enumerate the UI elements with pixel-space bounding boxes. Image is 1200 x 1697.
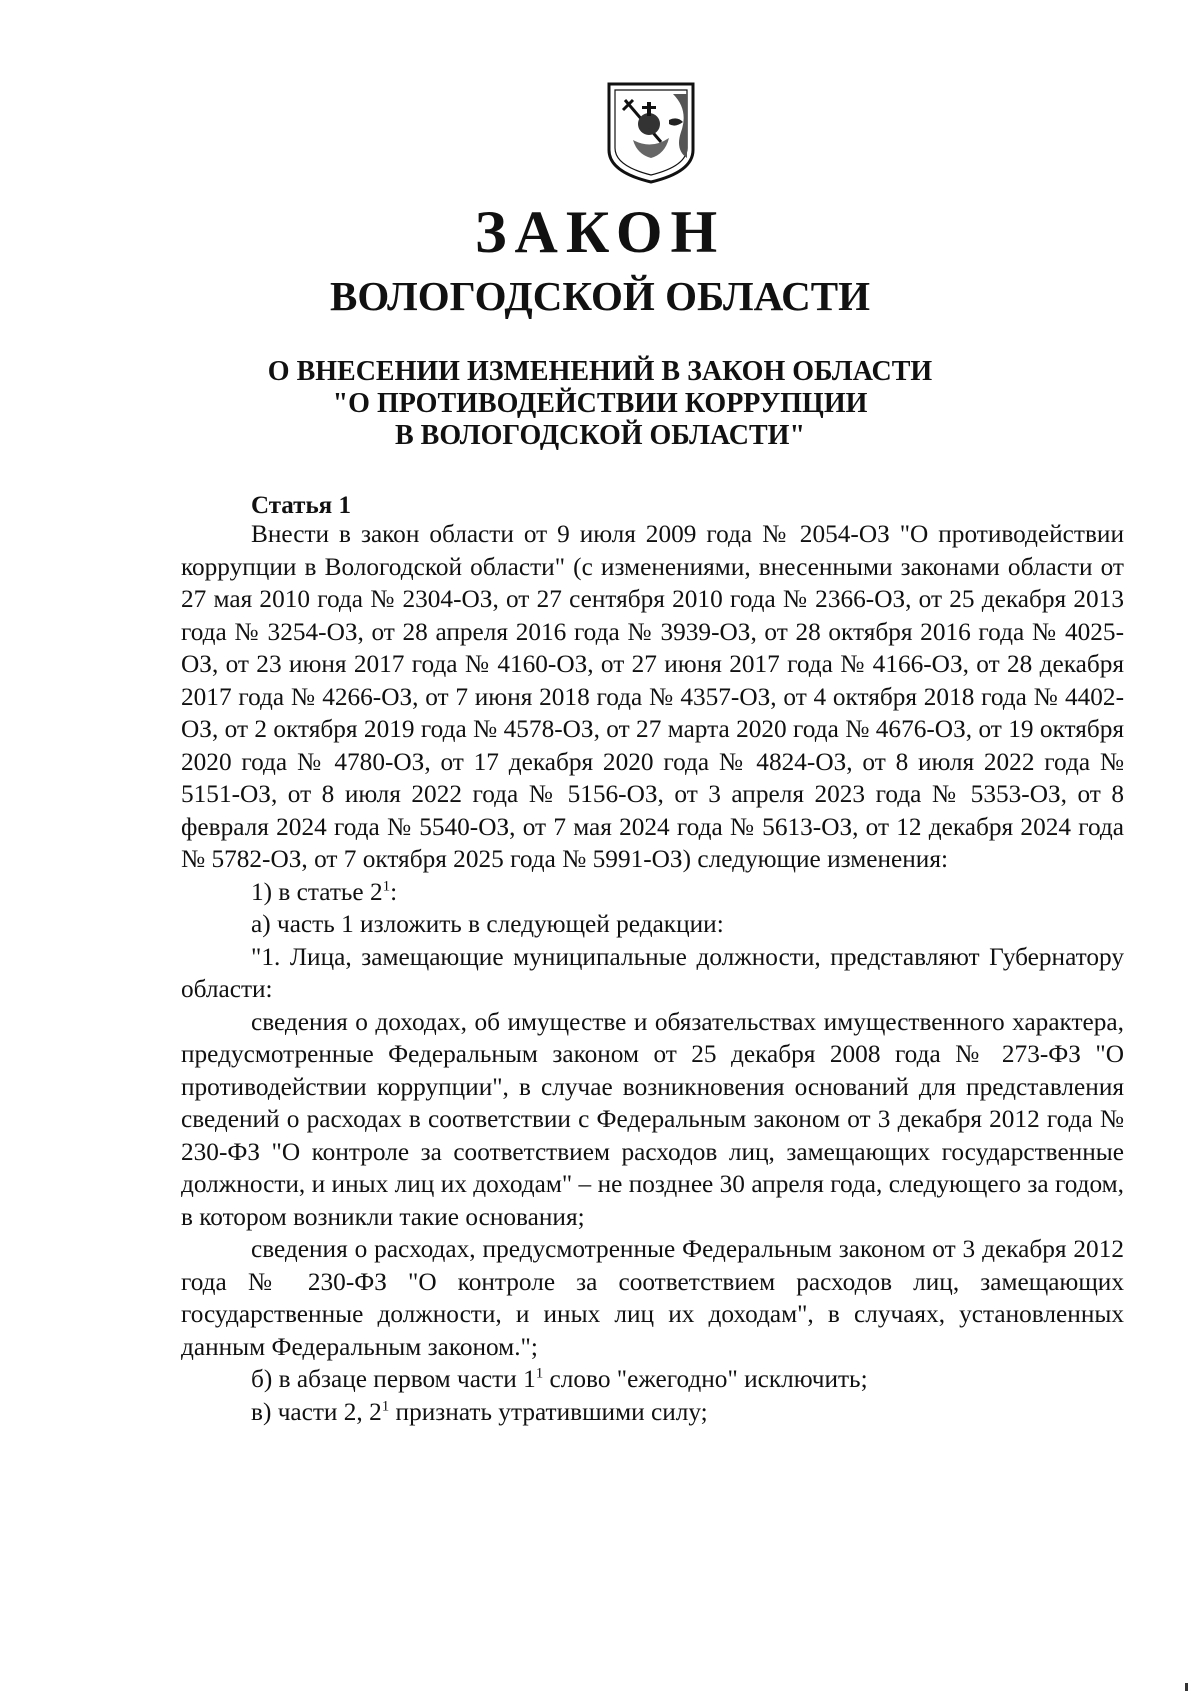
subtitle-line-1: О ВНЕСЕНИИ ИЗМЕНЕНИЙ В ЗАКОН ОБЛАСТИ	[267, 356, 933, 387]
item-a: а) часть 1 изложить в следующей редакции:	[251, 910, 724, 938]
quote-paragraph-2: сведения о доходах, об имуществе и обязательствах имущественного характера, предусмотренные Федеральным законом от 25 декабря 2008 года № 273-ФЗ "О противодействии коррупции", в случае возникновения оснований для представления сведений о расходах в соответствии с Федеральным законом от 3 декабря 2012 года № 230-ФЗ "О контроле за соответствием расходов лиц, замещающих государственные должности, и иных лиц их доходам" – не позднее 30 апреля года, следующего за годом, в котором возникли такие основания;	[181, 1007, 1124, 1231]
item-v: в) части 2, $2^1$ признать утратившими силу;	[251, 1397, 708, 1426]
subtitle-line-3: В ВОЛОГОДСКОЙ ОБЛАСТИ"	[394, 420, 806, 451]
item-b: б) в абзаце первом части $1^1$ слово "ежегодно" исключить;	[251, 1365, 868, 1393]
item-1: 1) в статье $2^1$:	[251, 877, 398, 906]
quote-paragraph-3: сведения о расходах, предусмотренные Федеральным законом от 3 декабря 2012 года № 230-ФЗ "О контроле за соответствием расходов лиц, замещающих государственные должности, и иных лиц их доходам", в случаях, установленных данным Федеральным законом.";	[181, 1235, 1124, 1361]
intro-paragraph: Внести в закон области от 9 июля 2009 года № 2054-ОЗ "О противодействии коррупции в Вологодской области" (с изменениями, внесенными законами области от 27 мая 2010 года № 2304-ОЗ, от 27 сентября 2010 года № 2366-ОЗ, от 25 декабря 2013 года № 3254-ОЗ, от 28 апреля 2016 года № 3939-ОЗ, от 28 октября 2016 года № 4025-ОЗ, от 23 июня 2017 года № 4160-ОЗ, от 27 июня 2017 года № 4166-ОЗ, от 28 декабря 2017 года № 4266-ОЗ, от 7 июня 2018 года № 4357-ОЗ, от 4 октября 2018 года № 4402-ОЗ, от 2 октября 2019 года № 4578-ОЗ, от 27 марта 2020 года № 4676-ОЗ, от 19 октября 2020 года № 4780-ОЗ, от 17 декабря 2020 года № 4824-ОЗ, от 8 июля 2022 года № 5151-ОЗ, от 8 июля 2022 года № 5156-ОЗ, от 3 апреля 2023 года № 5353-ОЗ, от 8 февраля 2024 года № 5540-ОЗ, от 7 мая 2024 года № 5613-ОЗ, от 12 декабря 2024 года № 5782-ОЗ, от 7 октября 2025 года № 5991-ОЗ) следующие изменения:	[181, 520, 1124, 873]
scan-mark	[1185, 1683, 1188, 1691]
article-body	[181, 518, 1124, 1428]
article-heading: Статья 1	[251, 492, 351, 519]
quote-paragraph-1: "1. Лица, замещающие муниципальные должности, представляют Губернатору области:	[181, 942, 1124, 1003]
region-title: ВОЛОГОДСКОЙ ОБЛАСТИ	[329, 273, 871, 319]
subtitle-line-2: "О ПРОТИВОДЕЙСТВИИ КОРРУПЦИИ	[332, 388, 868, 419]
vologda-coat-of-arms-icon	[603, 80, 699, 184]
document-title: ЗАКОН	[474, 199, 726, 265]
